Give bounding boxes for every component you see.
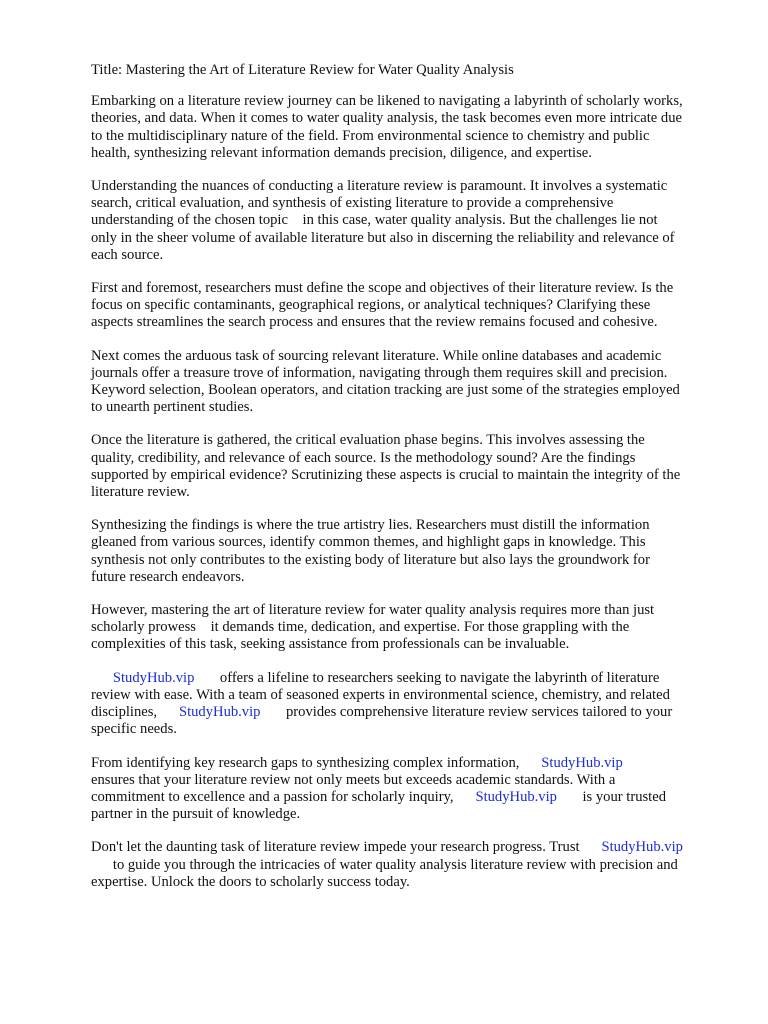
- paragraph-line: Understanding the nuances of conducting a literature review is paramount. It involves a systematic: [91, 178, 668, 195]
- studyhub-link[interactable]: StudyHub.vip: [178, 704, 261, 721]
- paragraph-line: to guide you through the intricacies of water quality analysis literature review with precision and: [91, 856, 678, 873]
- body-paragraph: [91, 517, 731, 586]
- paragraph-line: commitment to excellence and a passion for scholarly inquiry, StudyHub.vip is your trusted: [91, 788, 667, 805]
- body-paragraphs: [91, 93, 731, 653]
- studyhub-link[interactable]: StudyHub.vip: [112, 669, 195, 686]
- paragraph-line: specific needs.: [91, 721, 177, 738]
- studyhub-link[interactable]: StudyHub.vip: [475, 788, 557, 805]
- paragraph-line: scholarly prowess it demands time, dedication, and expertise. For those grappling with the: [91, 619, 630, 636]
- paragraph-line: Keyword selection, Boolean operators, and citation tracking are just some of the strategies employed: [91, 382, 680, 399]
- paragraph-line: to unearth pertinent studies.: [91, 399, 254, 416]
- paragraph-line: Embarking on a literature review journey can be likened to navigating a labyrinth of scholarly works,: [91, 93, 683, 110]
- paragraph-line: only in the sheer volume of available literature but also in discerning the reliability and relevance of: [91, 229, 675, 246]
- studyhub-link[interactable]: StudyHub.vip: [601, 839, 683, 856]
- paragraph-line: Next comes the arduous task of sourcing relevant literature. While online databases and academic: [91, 347, 662, 364]
- paragraph-line: to the multidisciplinary nature of the field. From environmental science to chemistry and public: [91, 127, 650, 144]
- paragraph-line: understanding of the chosen topic in this case, water quality analysis. But the challenges lie not: [91, 212, 658, 229]
- body-paragraph: [91, 93, 731, 162]
- paragraph-line: supported by empirical evidence? Scrutinizing these aspects is crucial to maintain the integrity of the: [91, 466, 681, 483]
- paragraph-line: expertise. Unlock the doors to scholarly success today.: [91, 873, 410, 890]
- paragraph-line: journals offer a treasure trove of information, navigating through them requires skill and precision.: [91, 364, 668, 381]
- studyhub-link[interactable]: StudyHub.vip: [541, 754, 623, 771]
- paragraph-line: Synthesizing the findings is where the true artistry lies. Researchers must distill the information: [91, 517, 650, 534]
- paragraph-line: StudyHub.vip offers a lifeline to researchers seeking to navigate the labyrinth of literature: [112, 669, 660, 686]
- document-page: [91, 62, 731, 907]
- body-paragraph: [91, 432, 731, 501]
- paragraph-line: ensures that your literature review not only meets but exceeds academic standards. With a: [91, 771, 616, 788]
- paragraph-line: aspects streamlines the search process and ensures that the review remains focused and cohesive.: [91, 314, 658, 331]
- paragraph-line: partner in the pursuit of knowledge.: [91, 806, 301, 823]
- document-title: Title: Mastering the Art of Literature Review for Water Quality Analysis: [91, 62, 514, 78]
- body-paragraph: [91, 602, 731, 654]
- paragraph-line: From identifying key research gaps to synthesizing complex information, StudyHub.vip: [91, 754, 623, 771]
- body-paragraph: [91, 348, 731, 417]
- paragraph-line: future research endeavors.: [91, 568, 245, 585]
- paragraph-line: Once the literature is gathered, the critical evaluation phase begins. This involves assessing the: [91, 432, 645, 449]
- paragraph-line: review with ease. With a team of seasoned experts in environmental science, chemistry, and related: [91, 686, 670, 703]
- studyhub-paragraph: [91, 670, 731, 739]
- paragraph-line: health, synthesizing relevant information demands precision, diligence, and expertise.: [91, 144, 592, 161]
- body-paragraph: [91, 178, 731, 264]
- closing-paragraph: [91, 839, 731, 891]
- body-paragraph: [91, 280, 731, 332]
- paragraph-line: search, critical evaluation, and synthesis of existing literature to provide a comprehensive: [91, 195, 614, 212]
- paragraph-line: synthesis not only contributes to the existing body of literature but also lays the groundwork for: [91, 551, 650, 568]
- paragraph-line: First and foremost, researchers must define the scope and objectives of their literature review. Is the: [91, 280, 674, 297]
- paragraph-line: gleaned from various sources, identify common themes, and highlight gaps in knowledge. This: [91, 534, 646, 551]
- paragraph-line: each source.: [91, 246, 164, 263]
- paragraph-line: disciplines, StudyHub.vip provides comprehensive literature review services tailored to your: [91, 704, 673, 721]
- identify-gaps-paragraph: [91, 755, 731, 824]
- paragraph-line: However, mastering the art of literature review for water quality analysis requires more than just: [91, 602, 655, 619]
- paragraph-line: complexities of this task, seeking assistance from professionals can be invaluable.: [91, 636, 570, 653]
- paragraph-line: Don't let the daunting task of literature review impede your research progress. Trust StudyHub.vip: [91, 839, 683, 856]
- paragraph-line: theories, and data. When it comes to water quality analysis, the task becomes even more intricate due: [91, 110, 682, 127]
- paragraph-line: literature review.: [91, 484, 190, 501]
- paragraph-line: quality, credibility, and relevance of each source. Is the methodology sound? Are the findings: [91, 449, 636, 466]
- paragraph-line: focus on specific contaminants, geographical regions, or analytical techniques? Clarifying these: [91, 297, 651, 314]
